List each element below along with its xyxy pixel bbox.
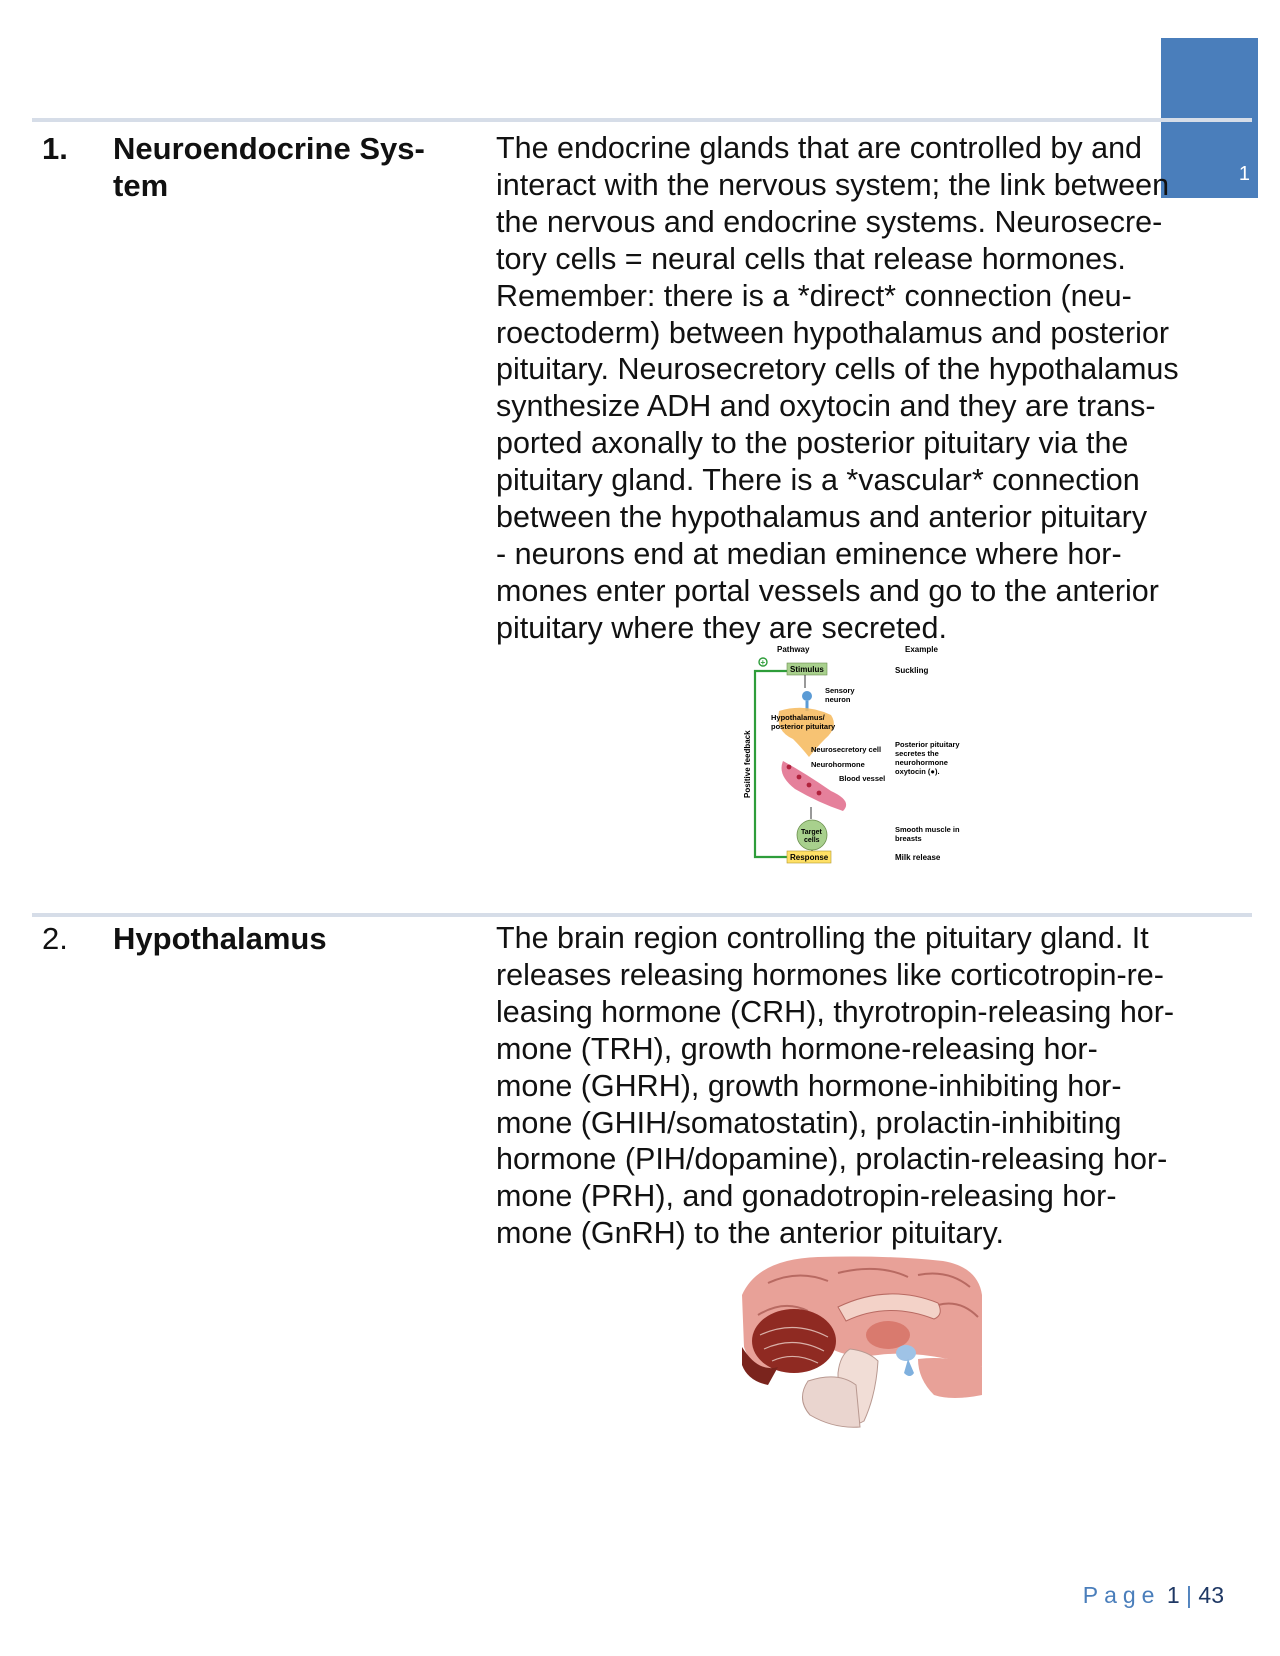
sensory-neuron-label-2: neuron	[825, 695, 851, 704]
entry-divider	[32, 118, 1252, 122]
definition-line: leasing hormone (CRH), thyrotropin-releasing hor-	[496, 994, 1175, 1029]
definition-line: The endocrine glands that are controlled by and	[496, 131, 1143, 165]
definition-line: mone (GHIH/somatostatin), prolactin-inhibiting	[496, 1105, 1122, 1140]
pituitary-shape	[904, 1359, 914, 1376]
neurohormone-dot	[797, 775, 802, 780]
definition-line: mone (TRH), growth hormone-releasing hor-	[496, 1031, 1098, 1066]
example-milk: Milk release	[895, 853, 941, 862]
hypothalamus-highlight	[896, 1345, 916, 1361]
example-posterior-1: Posterior pituitary	[895, 740, 960, 749]
entry-divider	[32, 913, 1252, 917]
definition-line: pituitary gland. There is a *vascular* connection	[496, 463, 1140, 498]
feedback-plus-sign: +	[760, 658, 766, 667]
entry-term	[113, 920, 453, 957]
neurohormone-dot	[817, 791, 822, 796]
term-line: Hypothalamus	[113, 921, 327, 956]
hypothalamus-label-1: Hypothalamus/	[771, 713, 825, 722]
definition-line: The brain region controlling the pituitary gland. It	[496, 921, 1149, 955]
stimulus-label: Stimulus	[790, 665, 824, 674]
footer-page-label: Page	[1082, 1582, 1161, 1608]
example-posterior-4: oxytocin (●).	[895, 767, 940, 776]
entry-term	[113, 130, 453, 204]
example-smooth-1: Smooth muscle in	[895, 825, 960, 834]
definition-line: the nervous and endocrine systems. Neurosecre-	[496, 204, 1163, 239]
footer-total-pages: 43	[1198, 1582, 1224, 1608]
corner-page-number: 1	[1238, 163, 1250, 185]
page-footer	[1083, 1582, 1224, 1609]
footer-current-page: 1	[1166, 1582, 1180, 1608]
target-cells-label-1: Target	[801, 829, 822, 836]
neurohormone-dot	[787, 765, 792, 770]
definition-line: mone (PRH), and gonadotropin-releasing hor-	[496, 1179, 1117, 1214]
definition-line: mone (GHRH), growth hormone-inhibiting hor-	[496, 1068, 1122, 1103]
definition-line: mones enter portal vessels and go to the anterior	[496, 573, 1159, 608]
neuroendocrine-pathway-figure	[735, 643, 995, 893]
figure-col-pathway: Pathway	[777, 645, 810, 654]
entry-number: 2.	[42, 921, 68, 956]
sensory-neuron-shape	[802, 691, 812, 701]
neurohormone-label: Neurohormone	[811, 760, 865, 769]
example-posterior-2: secretes the	[895, 749, 939, 758]
figure-side-label: Positive feedback	[743, 730, 752, 798]
cerebellum-shape	[752, 1309, 836, 1373]
frontal-base-shape	[918, 1358, 982, 1398]
definition-line: Remember: there is a *direct* connection (neu-	[496, 278, 1132, 313]
target-cells-label-2: cells	[804, 837, 820, 844]
response-label: Response	[790, 853, 829, 862]
definition-line: ported axonally to the posterior pituitary via the	[496, 426, 1129, 461]
neurosecretory-cell-label: Neurosecretory cell	[811, 745, 882, 754]
definition-line: between the hypothalamus and anterior pituitary	[496, 500, 1148, 535]
figure-col-example: Example	[905, 645, 938, 654]
brainstem-lower	[802, 1377, 860, 1427]
definition-line: releases releasing hormones like corticotropin-re-	[496, 957, 1164, 992]
thalamus-shape	[866, 1321, 910, 1349]
definition-line: tory cells = neural cells that release hormones.	[496, 241, 1126, 276]
entry-definition	[496, 130, 1236, 647]
term-line: tem	[113, 168, 169, 203]
definition-line: pituitary. Neurosecretory cells of the hypothalamus	[496, 352, 1179, 387]
entry-number: 1.	[42, 131, 68, 166]
neurohormone-dot	[807, 783, 812, 788]
example-smooth-2: breasts	[895, 834, 922, 843]
hypothalamus-label-2: posterior pituitary	[771, 722, 836, 731]
definition-line: pituitary where they are secreted.	[496, 610, 947, 645]
definition-line: synthesize ADH and oxytocin and they are trans-	[496, 389, 1156, 424]
definition-line: - neurons end at median eminence where hor-	[496, 536, 1122, 571]
footer-separator: |	[1186, 1582, 1193, 1608]
definition-line: roectoderm) between hypothalamus and posterior	[496, 315, 1170, 350]
brain-sagittal-figure	[738, 1255, 983, 1430]
term-line: Neuroendocrine Sys-	[113, 131, 425, 166]
entry-definition	[496, 920, 1236, 1252]
blood-vessel-label: Blood vessel	[839, 774, 886, 783]
definition-line: mone (GnRH) to the anterior pituitary.	[496, 1216, 1004, 1251]
definition-line: hormone (PIH/dopamine), prolactin-releasing hor-	[496, 1142, 1168, 1177]
sensory-neuron-label-1: Sensory	[825, 686, 855, 695]
definition-line: interact with the nervous system; the link between	[496, 167, 1170, 202]
example-suckling: Suckling	[895, 666, 929, 675]
example-posterior-3: neurohormone	[895, 758, 948, 767]
